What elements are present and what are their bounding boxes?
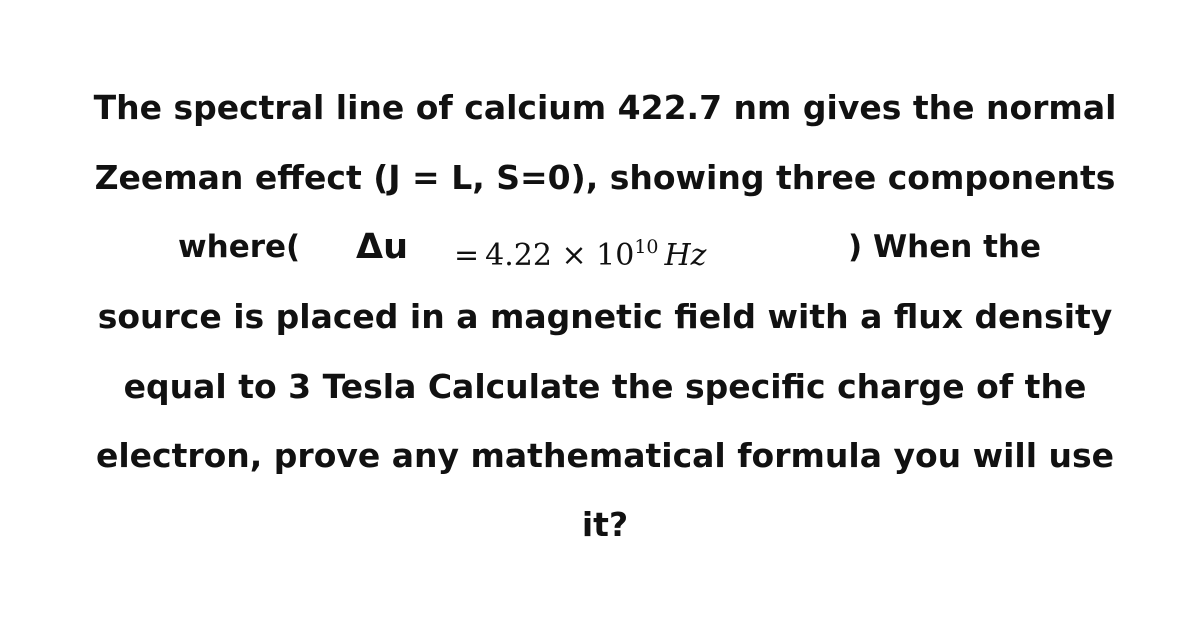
delta-u-symbol: Δu [356,227,409,267]
question-line-1: The spectral line of calcium 422.7 nm gives the normal [93,88,1117,127]
question-line-6: electron, prove any mathematical formula you will use [95,436,1115,475]
question-line-4: source is placed in a magnetic field with a flux density [97,297,1113,336]
equals-sign: = [454,238,480,273]
frequency-shift-formula [454,225,706,278]
frequency-unit: Hz [664,238,707,273]
question-line-5: equal to 3 Tesla Calculate the specific charge of the [123,367,1087,406]
frequency-shift-value: 4.22 × 10 [485,238,635,273]
frequency-shift-exponent: 10 [634,236,659,258]
where-prefix: where( [178,229,301,265]
question-line-7: it? [581,505,629,544]
question-line-2: Zeeman effect (J = L, S=0), showing three components [94,158,1116,197]
when-the-suffix: ) When the [848,229,1042,265]
question-line-3 [0,225,1200,273]
